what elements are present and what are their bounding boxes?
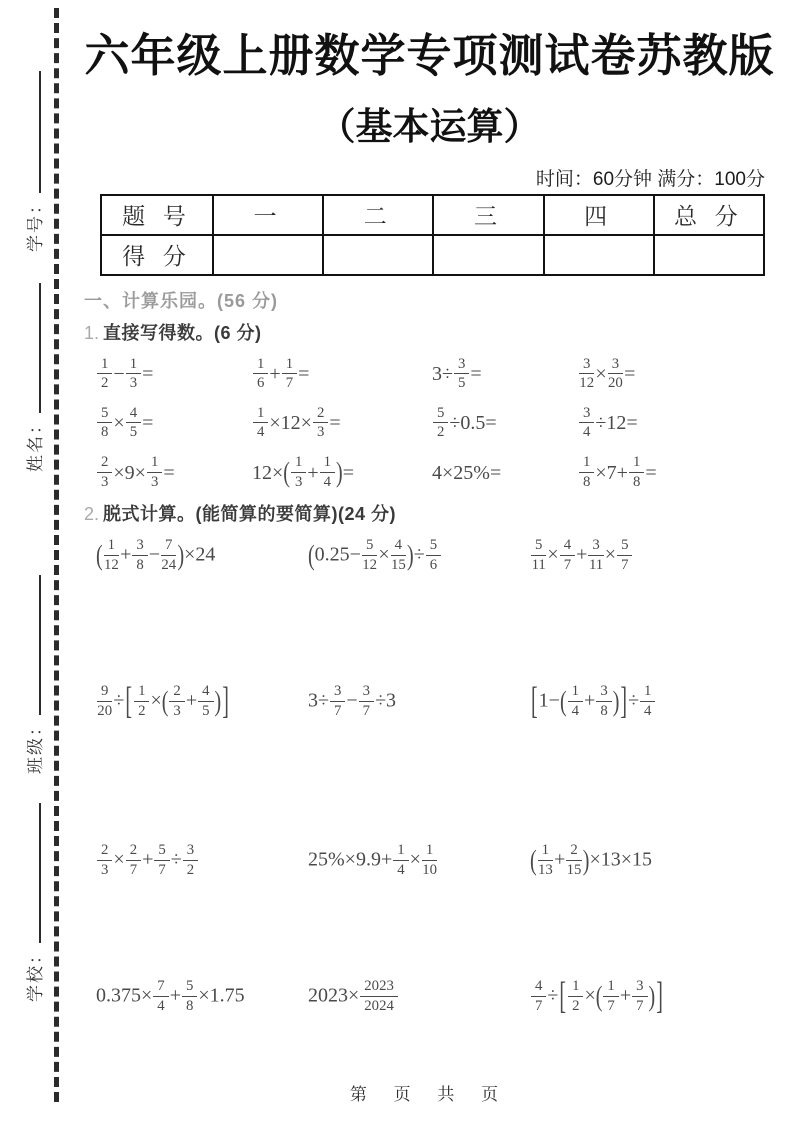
bracket: ) (612, 685, 620, 718)
fraction: $\frac{2}{7}$ (126, 842, 141, 878)
school-field (21, 803, 46, 1002)
score-table-header-cell: 二 (323, 195, 433, 235)
bracket: ( (308, 539, 315, 572)
item1-number: 1. (84, 322, 100, 343)
paper-body (82, 0, 777, 1025)
score-table-header-cell: 题 号 (101, 195, 213, 235)
bracket: ) (177, 539, 185, 572)
fraction: $\frac{3}{12}$ (579, 355, 595, 392)
bracket: ( (283, 456, 290, 489)
math-problem: 0.375× $\frac{7}{4}$ + $\frac{5}{8}$ ×1.75 (96, 978, 245, 1014)
math-problem: 4×25%= (432, 461, 502, 484)
class-blank (23, 575, 41, 715)
fraction: $\frac{4}{5}$ (126, 405, 141, 441)
class-label: 班级： (26, 717, 45, 774)
math-problem: $\frac{4}{7}$ ÷[ $\frac{1}{2}$ ×( $\frac{1}{7}$ + $\frac{3}{7}$ )] (530, 979, 777, 1015)
bracket: ) (336, 456, 343, 489)
math-problem: (0.25− $\frac{5}{12}$ × $\frac{4}{15}$ )÷ $\frac{5}{6}$ (308, 538, 530, 574)
fraction: $\frac{4}{7}$ (560, 537, 575, 573)
math-problem: $\frac{9}{20}$ ÷[ $\frac{1}{2}$ ×( $\frac{2}{3}$ + $\frac{4}{5}$ )] (97, 680, 229, 723)
fraction: $\frac{1}{7}$ (603, 978, 618, 1014)
section1-heading: 一、计算乐园。(56 分) (84, 290, 279, 311)
score-cell (433, 235, 543, 275)
math-problem: $\frac{1}{4}$ ×12× $\frac{2}{3}$ = (252, 406, 432, 442)
written-calculation-row (96, 975, 777, 1025)
score-table-header-cell: 三 (433, 195, 543, 235)
page-title: 六年级上册数学专项测试卷苏教版 (84, 30, 775, 81)
fraction: $\frac{3}{8}$ (596, 683, 611, 719)
score-row-label: 得 分 (101, 235, 213, 275)
bracket: ) (582, 844, 590, 877)
school-label: 学校： (26, 945, 45, 1002)
page-footer: 第 页 共 页 (349, 1085, 510, 1104)
bracket: ) (214, 685, 222, 718)
score-cell (323, 235, 433, 275)
fraction: $\frac{3}{8}$ (132, 537, 147, 573)
math-problem: $\frac{1}{6}$ + $\frac{1}{7}$ = (252, 357, 432, 393)
fraction: $\frac{3}{7}$ (359, 683, 374, 719)
fraction: $\frac{1}{4}$ (568, 683, 583, 719)
fraction: $\frac{1}{7}$ (282, 356, 297, 392)
math-problem: $\frac{2}{3}$ × $\frac{2}{7}$ + $\frac{5}{7}$ ÷ $\frac{3}{2}$ (96, 843, 308, 879)
fraction: $\frac{5}{11}$ (531, 537, 546, 573)
fraction: $\frac{1}{3}$ (126, 356, 141, 392)
fraction: $\frac{2023}{2024}$ (360, 978, 398, 1014)
math-problem: $\frac{5}{11}$ × $\frac{4}{7}$ + $\frac{3}{11}$ × $\frac{5}{7}$ (530, 538, 777, 574)
fraction: $\frac{1}{2}$ (97, 356, 112, 392)
time-score-meta: 时间：60分钟 满分：100分 (535, 168, 765, 190)
written-calculation-row (96, 538, 777, 584)
dashed-cut-line (54, 8, 59, 1102)
fraction: $\frac{4}{15}$ (390, 537, 406, 573)
fraction: $\frac{1}{13}$ (537, 842, 553, 878)
fraction: $\frac{3}{5}$ (454, 356, 469, 392)
fraction: $\frac{3}{4}$ (579, 405, 594, 441)
fraction: $\frac{5}{6}$ (426, 537, 441, 573)
fraction: $\frac{5}{8}$ (97, 405, 112, 441)
fraction: $\frac{9}{20}$ (97, 683, 113, 719)
fraction: $\frac{2}{3}$ (313, 405, 328, 441)
fraction: $\frac{2}{15}$ (566, 842, 582, 878)
math-problem: 12× ( $\frac{1}{3}$ + $\frac{1}{4}$ ) = (252, 454, 354, 490)
score-cell (544, 235, 654, 275)
math-problem: 25%×9.9+ $\frac{1}{4}$ × $\frac{1}{10}$ (308, 842, 437, 878)
fraction: $\frac{1}{4}$ (640, 683, 655, 719)
fraction: $\frac{7}{24}$ (161, 537, 177, 573)
math-problem: $\frac{2}{3}$ ×9× $\frac{1}{3}$ = (96, 455, 252, 491)
score-table-header-row (101, 195, 764, 235)
fraction: $\frac{5}{12}$ (362, 537, 378, 573)
fraction: $\frac{2}{3}$ (97, 454, 112, 490)
fraction: $\frac{1}{10}$ (422, 842, 437, 878)
math-problem: 3÷ $\frac{3}{5}$ = (432, 355, 482, 392)
math-problem: $\frac{5}{8}$ × $\frac{4}{5}$ = (96, 406, 252, 442)
fraction: $\frac{5}{7}$ (617, 537, 632, 573)
student-id-blank (23, 71, 41, 193)
math-problem: $\frac{3}{4}$ ÷12= (578, 406, 777, 442)
fraction: $\frac{3}{20}$ (607, 355, 623, 392)
fraction: $\frac{2}{3}$ (97, 842, 112, 878)
fraction: $\frac{3}{11}$ (588, 537, 604, 573)
bracket: [ (559, 975, 567, 1018)
fraction: $\frac{3}{2}$ (183, 842, 198, 878)
math-problem: $\frac{5}{2}$ ÷0.5= (432, 406, 578, 442)
bracket: ) (648, 980, 656, 1013)
written-calculation-row (96, 843, 777, 889)
bracket: [ (531, 680, 538, 723)
fraction: $\frac{3}{7}$ (632, 978, 647, 1014)
student-name-field (21, 283, 46, 472)
fraction: $\frac{1}{3}$ (291, 454, 306, 490)
bracket: ( (96, 539, 103, 572)
math-problem: 3÷ $\frac{3}{7}$ − $\frac{3}{7}$ ÷3 (308, 683, 397, 719)
item2-title: 脱式计算。(能简算的要简算)(24 分) (103, 504, 397, 525)
math-problem: $\frac{1}{8}$ ×7+ $\frac{1}{8}$ = (578, 455, 777, 491)
math-problem: $\frac{3}{12}$ × $\frac{3}{20}$ = (579, 355, 636, 392)
written-calculation-row (96, 680, 777, 730)
math-problem: 2023× $\frac{2023}{2024}$ (308, 979, 530, 1015)
fraction: $\frac{5}{2}$ (433, 405, 448, 441)
bracket: ] (656, 975, 663, 1018)
student-name-blank (23, 283, 41, 413)
score-table (100, 194, 765, 276)
fraction: $\frac{1}{2}$ (568, 978, 583, 1014)
fraction: $\frac{1}{3}$ (147, 454, 162, 490)
school-blank (23, 803, 41, 943)
score-cell (213, 235, 323, 275)
math-problem: $\frac{1}{2}$ − $\frac{1}{3}$ = (96, 357, 252, 393)
item1-title: 直接写得数。(6 分) (103, 322, 262, 343)
bracket: ( (161, 685, 169, 718)
bracket: [ (125, 680, 133, 723)
bracket: ) (407, 539, 414, 572)
fraction: $\frac{1}{8}$ (579, 454, 594, 490)
fraction: $\frac{4}{7}$ (531, 978, 546, 1014)
math-problem: [1−( $\frac{1}{4}$ + $\frac{3}{8}$ )]÷ $\frac{1}{4}$ (530, 684, 777, 720)
bracket: ] (620, 680, 628, 723)
fraction: $\frac{7}{4}$ (153, 978, 168, 1014)
item1-heading (84, 319, 777, 345)
score-table-header-cell: 一 (213, 195, 323, 235)
score-table-header-cell: 四 (544, 195, 654, 235)
student-id-field (21, 71, 46, 252)
page-subtitle: （基本运算） (318, 105, 541, 147)
fraction: $\frac{3}{7}$ (330, 683, 345, 719)
student-name-label: 姓名： (26, 415, 45, 472)
math-problem: ( $\frac{1}{12}$ + $\frac{3}{8}$ − $\frac{7}{24}$ )×24 (96, 537, 216, 573)
oral-calculation-grid (96, 357, 777, 491)
score-table-score-row (101, 235, 764, 275)
class-field (21, 575, 46, 774)
bracket: ( (559, 685, 567, 718)
score-table-header-cell: 总 分 (654, 195, 764, 235)
fraction: $\frac{1}{6}$ (253, 356, 268, 392)
fraction: $\frac{5}{7}$ (154, 842, 169, 878)
bracket: ( (530, 844, 537, 877)
bracket: ( (595, 980, 603, 1013)
bracket: ] (222, 680, 229, 723)
fraction: $\frac{2}{3}$ (169, 683, 184, 719)
fraction: $\frac{1}{8}$ (629, 454, 644, 490)
fraction: $\frac{1}{2}$ (134, 683, 149, 719)
fraction: $\frac{1}{4}$ (253, 405, 268, 441)
fraction: $\frac{4}{5}$ (198, 683, 213, 719)
math-problem: ( $\frac{1}{13}$ + $\frac{2}{15}$ )×13×15 (530, 842, 652, 878)
student-id-label: 学号： (26, 195, 45, 252)
fraction: $\frac{1}{4}$ (320, 454, 335, 490)
item2-heading (84, 500, 777, 526)
fraction: $\frac{1}{12}$ (103, 537, 119, 573)
fraction: $\frac{5}{8}$ (182, 978, 197, 1014)
item2-number: 2. (84, 504, 100, 525)
score-cell (654, 235, 764, 275)
fraction: $\frac{1}{4}$ (393, 842, 408, 878)
